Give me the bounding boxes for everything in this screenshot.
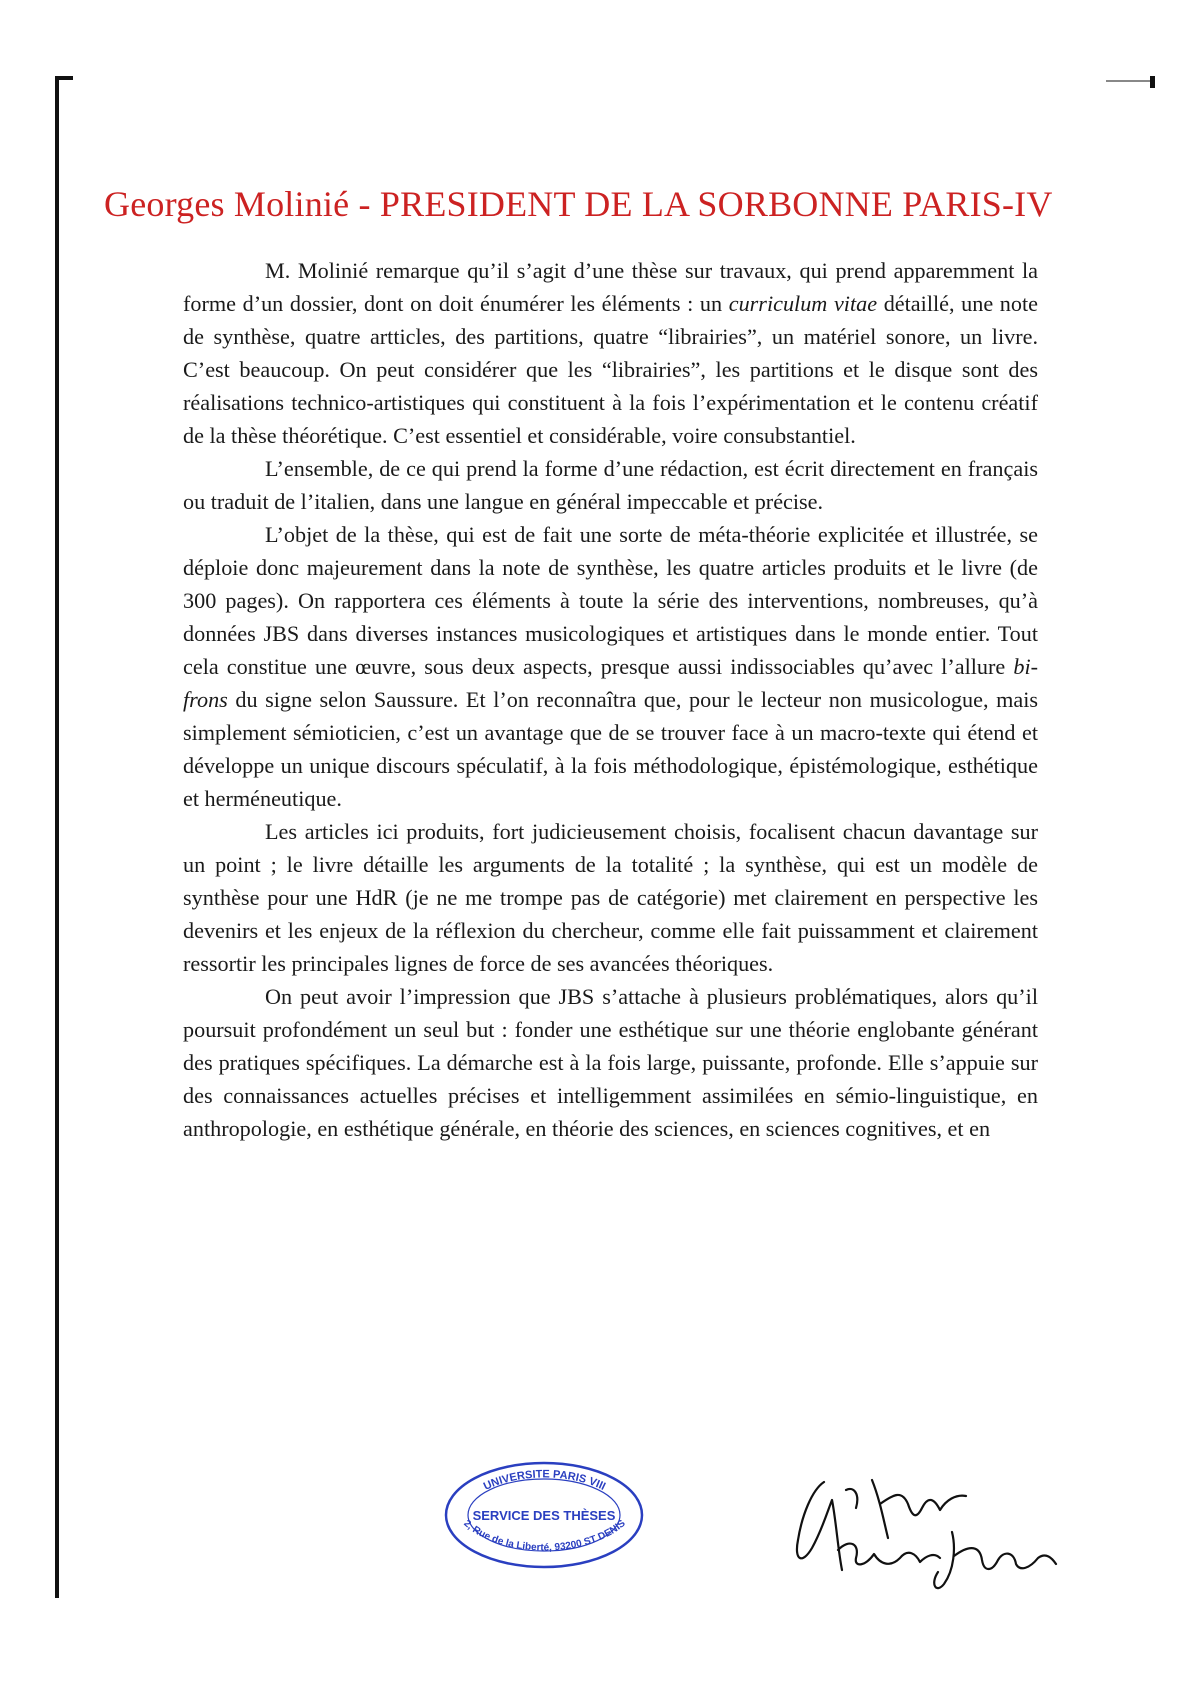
paragraph-3 xyxy=(183,518,1038,815)
page-title: Georges Molinié - PRESIDENT DE LA SORBONNE PARIS-IV xyxy=(104,184,1053,224)
paragraph-4 xyxy=(183,815,1038,980)
paragraph-2 xyxy=(183,452,1038,518)
scan-mark-dot xyxy=(1150,76,1155,88)
handwritten-signature xyxy=(784,1460,1059,1600)
university-stamp xyxy=(442,1458,647,1573)
paragraph-1-italic: curriculum vitae xyxy=(728,291,878,316)
paragraph-5-text: On peut avoir l’impression que JBS s’attache à plusieurs problématiques, alors qu’il poursuit profondément un seul but : fonder une esthétique sur une théorie englobante générant des pratiques spécifiques. La démarche est à la fois large, puissante, profonde. Elle s’appuie sur des connaissances actuelles précises et intelligemment assimilées en sémio-linguistique, en anthropologie, en esthétique générale, en théorie des sciences, en sciences cognitives, et en xyxy=(183,984,1038,1141)
letter-body xyxy=(183,254,1038,1145)
scan-mark-dash xyxy=(1106,80,1150,82)
stamp-top-text: UNIVERSITE PARIS VIII xyxy=(481,1468,608,1493)
stamp-bottom-text: 2, Rue de la Liberté, 93200 ST DENIS xyxy=(461,1518,628,1554)
paragraph-3-text-b: du signe selon Saussure. Et l’on reconnaîtra que, pour le lecteur non musicologue, mais simplement sémioticien, c’est un avantage que de se trouver face à un macro-texte qui étend et développe un unique discours spéculatif, à la fois méthodologique, épistémologique, esthétique et herméneutique. xyxy=(183,687,1038,811)
paragraph-1-text-b: détaillé, une note de synthèse, quatre artticles, des partitions, quatre “librairies”, un matériel sonore, un livre. C’est beaucoup. On peut considérer que les “librairies”, les partitions et le disque sont des réalisations technico-artistiques qui constituent à la fois l’expérimentation et le contenu créatif de la thèse théorétique. C’est essentiel et considérable, voire consubstantiel. xyxy=(183,291,1039,448)
paragraph-1 xyxy=(183,254,1038,452)
paragraph-3-italic: bi-frons xyxy=(183,654,1038,712)
paragraph-5 xyxy=(183,980,1038,1145)
paragraph-3-text-a: L’objet de la thèse, qui est de fait une sorte de méta-théorie explicitée et illustrée, se déploie donc majeurement dans la note de synthèse, les quatre articles produits et le livre (de 300 pages). On rapportera ces éléments à toute la série des interventions, nombreuses, qu’à données JBS dans diverses instances musicologiques et artistiques dans le monde entier. Tout cela constitue une œuvre, sous deux aspects, presque aussi indissociables qu’avec l’allure xyxy=(183,522,1038,679)
paragraph-2-text: L’ensemble, de ce qui prend la forme d’une rédaction, est écrit directement en français ou traduit de l’italien, dans une langue en général impeccable et précise. xyxy=(183,456,1038,514)
scan-edge-line xyxy=(55,78,59,1598)
stamp-center-text: SERVICE DES THÈSES xyxy=(472,1508,616,1523)
paragraph-4-text: Les articles ici produits, fort judicieusement choisis, focalisent chacun davantage sur un point ; le livre détaille les arguments de la totalité ; la synthèse, qui est un modèle de synthèse pour une HdR (je ne me trompe pas de catégorie) met clairement en perspective les devenirs et les enjeux de la réflexion du chercheur, comme elle fait puissamment et clairement ressortir les principales lignes de force de ses avancées théoriques. xyxy=(183,819,1038,976)
paragraph-1-text-a: M. Molinié remarque qu’il s’agit d’une thèse sur travaux, qui prend apparemment la forme d’un dossier, dont on doit énumérer les éléments : un xyxy=(183,258,1038,316)
